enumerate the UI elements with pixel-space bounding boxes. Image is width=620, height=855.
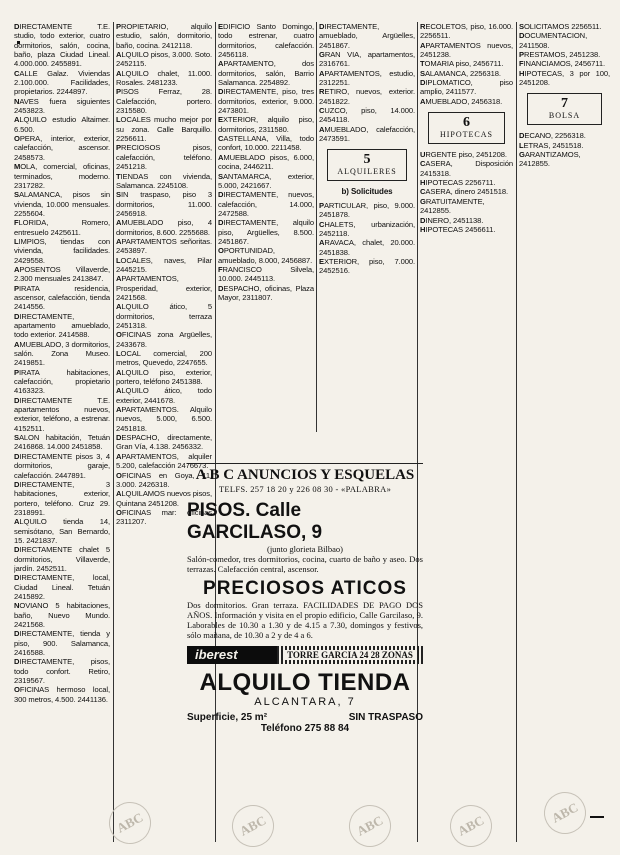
classified-ad: OPERA, interior, exterior, calefacción, ascensor. 2458573. — [14, 134, 110, 162]
classified-ad: PROPIETARIO, alquilo estudio, salón, dormitorio, baño, cocina. 2412118. — [116, 22, 212, 50]
column-rule — [113, 22, 114, 842]
classified-ad: GRATUITAMENTE, 2412855. — [420, 196, 485, 216]
column-5 — [420, 22, 513, 832]
classified-ad: ALQUILO pisos, 3.000. Soto. 2452115. — [116, 50, 212, 69]
section-hipotecas — [428, 112, 505, 144]
classified-ad: ALQUILAMOS nuevos pisos, Quintana 2451208. — [116, 489, 212, 508]
classified-ad: OFICINAS hermoso local, 300 metros, 4.500. 2441136. — [14, 685, 110, 704]
classified-ad: DIRECTAMENTE, alquilo piso, Argüelles, 8.500. 2451867. — [218, 218, 314, 246]
classified-ad: SOLICITAMOS 2256511. — [519, 22, 602, 31]
classified-ad: HIPOTECAS 2256711. — [420, 178, 496, 188]
pisos-subtitle: (junto glorieta Bilbao) — [266, 544, 343, 554]
classified-ad: CUZCO, piso, 14.000. 2454118. — [319, 106, 415, 125]
classified-ad: OFICINAS zona Argüelles, 2433678. — [116, 330, 212, 349]
classified-ad: PARTICULAR, piso, 9.000. 2451878. — [319, 200, 415, 220]
classified-ad: DIRECTAMENTE, amueblado, Argüelles, 2451867. — [319, 22, 415, 50]
classified-ad: LETRAS, 2451518. — [519, 140, 584, 150]
classified-ad: SALAMANCA, 2256318. — [420, 68, 501, 78]
classified-ad: APARTAMENTOS, Prosperidad, exterior, 2421568. — [116, 274, 212, 302]
classified-ad: FLORIDA, Romero, entresuelo 2425611. — [14, 218, 110, 237]
classified-ad: ALQUILO tienda 14, semisótano, San Bernardo, 15. 2421837. — [14, 517, 110, 545]
classified-ad: AMUEBLADO piso, 4 dormitorios, 8.600. 2255688. — [116, 218, 212, 237]
classified-ad: CASERA, dinero 2451518. — [420, 187, 509, 197]
classified-ad: FRANCISCO Silvela, 10.000. 2445113. — [218, 264, 314, 284]
classified-ad: PRESTAMOS, 2451238. — [519, 50, 601, 60]
classified-ad: AMUEBLADO, calefacción, 2473591. — [319, 124, 415, 144]
watermark-stamp: ABC — [537, 785, 594, 842]
classified-ad: DIRECTAMENTE, 3 habitaciones, exterior, portero, teléfono. Cruz 29. 2318991. — [14, 479, 110, 517]
print-mark — [590, 816, 604, 818]
section-name: ALQUILERES — [337, 167, 397, 177]
classified-ad: APARTAMENTOS, alquiler 5.200, calefacción 2476673. — [116, 451, 212, 471]
classified-ad: DIRECTAMENTE, local, Ciudad Lineal. Tetuán 2415892. — [14, 573, 110, 601]
classified-ad: APOSENTOS Villaverde, 2.300 mensuales 2413847. — [14, 264, 110, 284]
classified-ad: APARTAMENTOS. Alquilo nuevos, 5.000, 6.500. 2451818. — [116, 405, 212, 433]
tienda-phone: Teléfono 275 88 84 — [260, 723, 350, 734]
section-number: 7 — [561, 96, 568, 112]
classified-ad: OFICINAS en Goya, 11, 3.000. 2426318. — [116, 470, 212, 489]
classified-ad: PIRATA residencia, ascensor, calefacción, tienda 2414556. — [14, 283, 110, 312]
classified-ad: RECOLETOS, piso, 16.000. 2256511. — [420, 22, 513, 41]
watermark-stamp: ABC — [443, 798, 500, 855]
classified-ad: HIPOTECAS, 3 por 100, 2451208. — [519, 68, 610, 88]
iberest-banner — [187, 646, 423, 664]
display-ads-box — [187, 463, 423, 843]
abc-phones: TELFS. 257 18 20 y 226 08 30 - «PALABRA» — [218, 484, 392, 494]
classified-ad: APARTAMENTOS, estudio, 2312251. — [319, 68, 415, 88]
classified-ad: AMUEBLADO pisos, 6.000, cocina, 2446211. — [218, 152, 314, 172]
classified-ad: TOMARIA piso, 2456711. — [420, 59, 504, 69]
classified-ad: DIRECTAMENTE, piso, tres dormitorios, exterior, 9.000. 2473801. — [218, 87, 314, 116]
aticos-body: Dos dormitorios. Gran terraza. FACILIDADES DE PAGO DOS AÑOS. Información y visita en el propio edificio, Calle Garcilaso, 9. Laborables de 10.30 a 1.30 y de 4.15 a 7.30, domingos y festivos, sólo mañana, de 10.30 a 2 y de 4 a 6. — [187, 600, 423, 640]
classified-ad: DIRECTAMENTE chalet 5 dormitorios, Villaverde, jardín. 2452511. — [14, 545, 110, 573]
classified-ad: DIRECTAMENTE, nuevos, calefacción, 14.000, 2472588. — [218, 190, 314, 218]
classified-ad: DECANO, 2256318. — [519, 131, 586, 141]
classified-ad: PISOS Ferraz, 28. Calefacción, portero. 2315580. — [116, 87, 212, 116]
classified-ad: CASERA, Disposición 2415318. — [420, 159, 513, 178]
section-number: 5 — [363, 152, 371, 168]
classified-ad: ALQUILO estudio Altaimer. 6.500. — [14, 115, 110, 134]
classified-ad: RETIRO, nuevos, exterior. 2451822. — [319, 87, 415, 106]
classified-ad: SALAMANCA, pisos sin vivienda, 10.000 mensuales. 2255604. — [14, 190, 110, 218]
classified-ad: DIRECTAMENTE, pisos, todo confort. Retiro, 2319567. — [14, 657, 110, 686]
column-rule — [516, 22, 517, 842]
classified-ad: MOLA, comercial, oficinas, terminados, moderno. 2317282. — [14, 162, 110, 190]
classified-ad: EXTERIOR, piso, 7.000. 2452516. — [319, 256, 415, 276]
classified-ad: SIN traspaso, piso 3 dormitorios, 11.000. 2456918. — [116, 190, 212, 218]
classified-ad: CASTELLANA, Villa, todo confort, 10.000. 2211458. — [218, 134, 314, 153]
classified-ad: ALQUILO ático, 5 dormitorios, terraza 2451318. — [116, 302, 212, 330]
classified-ad: DIRECTAMENTE T.E. studio, todo exterior, cuatro dormitorios, salón, cocina, baño, plaza Ciudad Lineal. 4.000.000. 2455891. — [14, 22, 110, 69]
pisos-title: PISOS. Calle GARCILASO, 9 — [187, 500, 323, 543]
classified-ad: ALQUILO ático, todo exterior, 2441678. — [116, 386, 212, 405]
classified-ad: LIMPIOS, tiendas con vivienda, facilidades. 2429558. — [14, 236, 110, 265]
classified-ad: SALON habitación, Tetuán 2416868. 14.000 2451858. — [14, 433, 110, 452]
aticos-title: PRECIOSOS ATICOS — [203, 578, 407, 599]
classified-ad: DIRECTAMENTE, tienda y piso, 900. Salamanca, 2416588. — [14, 629, 110, 658]
classified-ad: ALQUILO chalet, 11.000. Rosales. 2481233. — [116, 68, 212, 88]
classified-ad: DESPACHO, oficinas, Plaza Mayor, 2311807. — [218, 283, 314, 302]
section-alquileres — [327, 149, 407, 181]
classified-ad: DIPLOMATICO, piso amplio, 2411577. — [420, 78, 513, 97]
watermark-stamp: ABC — [342, 798, 399, 855]
classified-ad: PRECIOSOS pisos, calefacción, teléfono. 2451218. — [116, 143, 212, 172]
tienda-address: ALCANTARA, 7 — [254, 696, 356, 708]
classified-ad: DIRECTAMENTE T.E. apartamentos nuevos, exterior, teléfono, a estrenar. 4152511. — [14, 395, 110, 433]
classified-ad: FINANCIAMOS, 2456711. — [519, 59, 605, 69]
section-bolsa — [527, 93, 602, 125]
classified-ad: CHALETS, urbanización, 2452118. — [319, 219, 415, 238]
classified-ad: DIRECTAMENTE pisos 3, 4 dormitorios, garaje, calefacción. 2447891. — [14, 451, 110, 480]
watermark-stamp: ABC — [102, 795, 159, 852]
banner-brand: iberest — [187, 646, 277, 664]
section-name: BOLSA — [548, 111, 581, 121]
classified-ad: ALQUILO piso, exterior, portero, teléfono 2451388. — [116, 367, 212, 387]
classified-ad: GRAN VIA, apartamentos, 2316761. — [319, 50, 415, 69]
classified-ad: OFICINAS mar: oficinas 2311207. — [116, 507, 212, 527]
classified-ad: APARTAMENTOS nuevos, 2451238. — [420, 40, 513, 60]
watermark-stamp: ABC — [225, 798, 282, 855]
classified-ad: TIENDAS con vivienda, Salamanca. 2245108. — [116, 171, 212, 190]
classified-ad: OPORTUNIDAD, amueblado, 8.000, 2456887. — [218, 246, 313, 265]
column-1 — [14, 22, 110, 832]
column-4 — [319, 22, 415, 442]
tienda-traspaso: SIN TRASPASO — [348, 712, 423, 723]
classified-ad: DESPACHO, directamente, Gran Vía, 4.138. 2456332. — [116, 433, 212, 452]
column-6 — [519, 22, 610, 832]
tienda-details — [187, 712, 423, 723]
tienda-title: ALQUILO TIENDA — [199, 669, 411, 696]
classified-ad: HIPOTECAS 2456611. — [420, 224, 496, 234]
banner-text: TORRE GARCIA 24 28 ZONAS — [284, 650, 416, 660]
classified-ad: NOVIANO 5 habitaciones, baño, Nuevo Mundo. 2421568. — [14, 601, 110, 629]
classified-ad: SANTAMARCA, exterior, 5.000, 2421667. — [218, 171, 314, 190]
classified-ad: AMUEBLADO, 3 dormitorios, salón. Zona Museo. 2419851. — [14, 339, 110, 368]
classified-ad: CALLE Galaz. Viviendas 2.100.000. Facilidades, propietarios. 2244897. — [14, 68, 110, 97]
section-name: HIPOTECAS — [439, 130, 493, 140]
classified-ad: URGENTE piso, 2451208. — [420, 150, 507, 160]
classified-ad: APARTAMENTOS señoritas. 2453897. — [116, 236, 212, 256]
classified-ad: LOCAL comercial, 200 metros, Quevedo, 2247655. — [116, 349, 212, 368]
classified-ad: DOCUMENTACION, 2411508. — [519, 31, 588, 50]
classified-ad: AMUEBLADO, 2456318. — [420, 96, 503, 106]
abc-header: A B C ANUNCIOS Y ESQUELAS — [187, 463, 423, 484]
column-3 — [218, 22, 314, 432]
classified-ad: NAVES fuera siguientes 2453823. — [14, 96, 110, 116]
tienda-surface: Superficie, 25 m² — [187, 712, 268, 723]
classified-ad: DINERO, 2451138. — [420, 215, 484, 225]
classified-ad: PIRATA habitaciones, calefacción, propietario 4163323. — [14, 367, 110, 396]
classified-ad: GARANTIZAMOS, 2412855. — [519, 150, 581, 169]
classified-ad: EXTERIOR, alquilo piso, dormitorios, 2311580. — [218, 115, 314, 134]
column-rule — [316, 22, 317, 432]
section-number: 6 — [463, 115, 470, 131]
pisos-body: Salón-comedor, tres dormitorios, cocina, cuarto de baño y aseo. Dos terrazas. Calefacción central, ascensor. — [187, 554, 423, 574]
classified-ad: DIRECTAMENTE, apartamento amueblado, todo exterior. 2414588. — [14, 311, 110, 340]
section-subtitle: b) Solicitudes — [341, 187, 393, 197]
classified-ad: EDIFICIO Santo Domingo, todo estrenar, cuatro dormitorios, calefacción. 2456118. — [218, 22, 314, 60]
classified-page — [14, 22, 610, 842]
classified-ad: LOCALES, naves, Pilar 2445215. — [116, 255, 212, 274]
banner-strip — [277, 646, 423, 664]
classified-ad: LOCALES mucho mejor por su zona. Calle Barquillo. 2256611. — [116, 115, 212, 144]
classified-ad: APARTAMENTO, dos dormitorios, salón, Barrio Salamanca. 2254892. — [218, 59, 314, 88]
classified-ad: ARAVACA, chalet, 20.000. 2451838. — [319, 238, 415, 257]
